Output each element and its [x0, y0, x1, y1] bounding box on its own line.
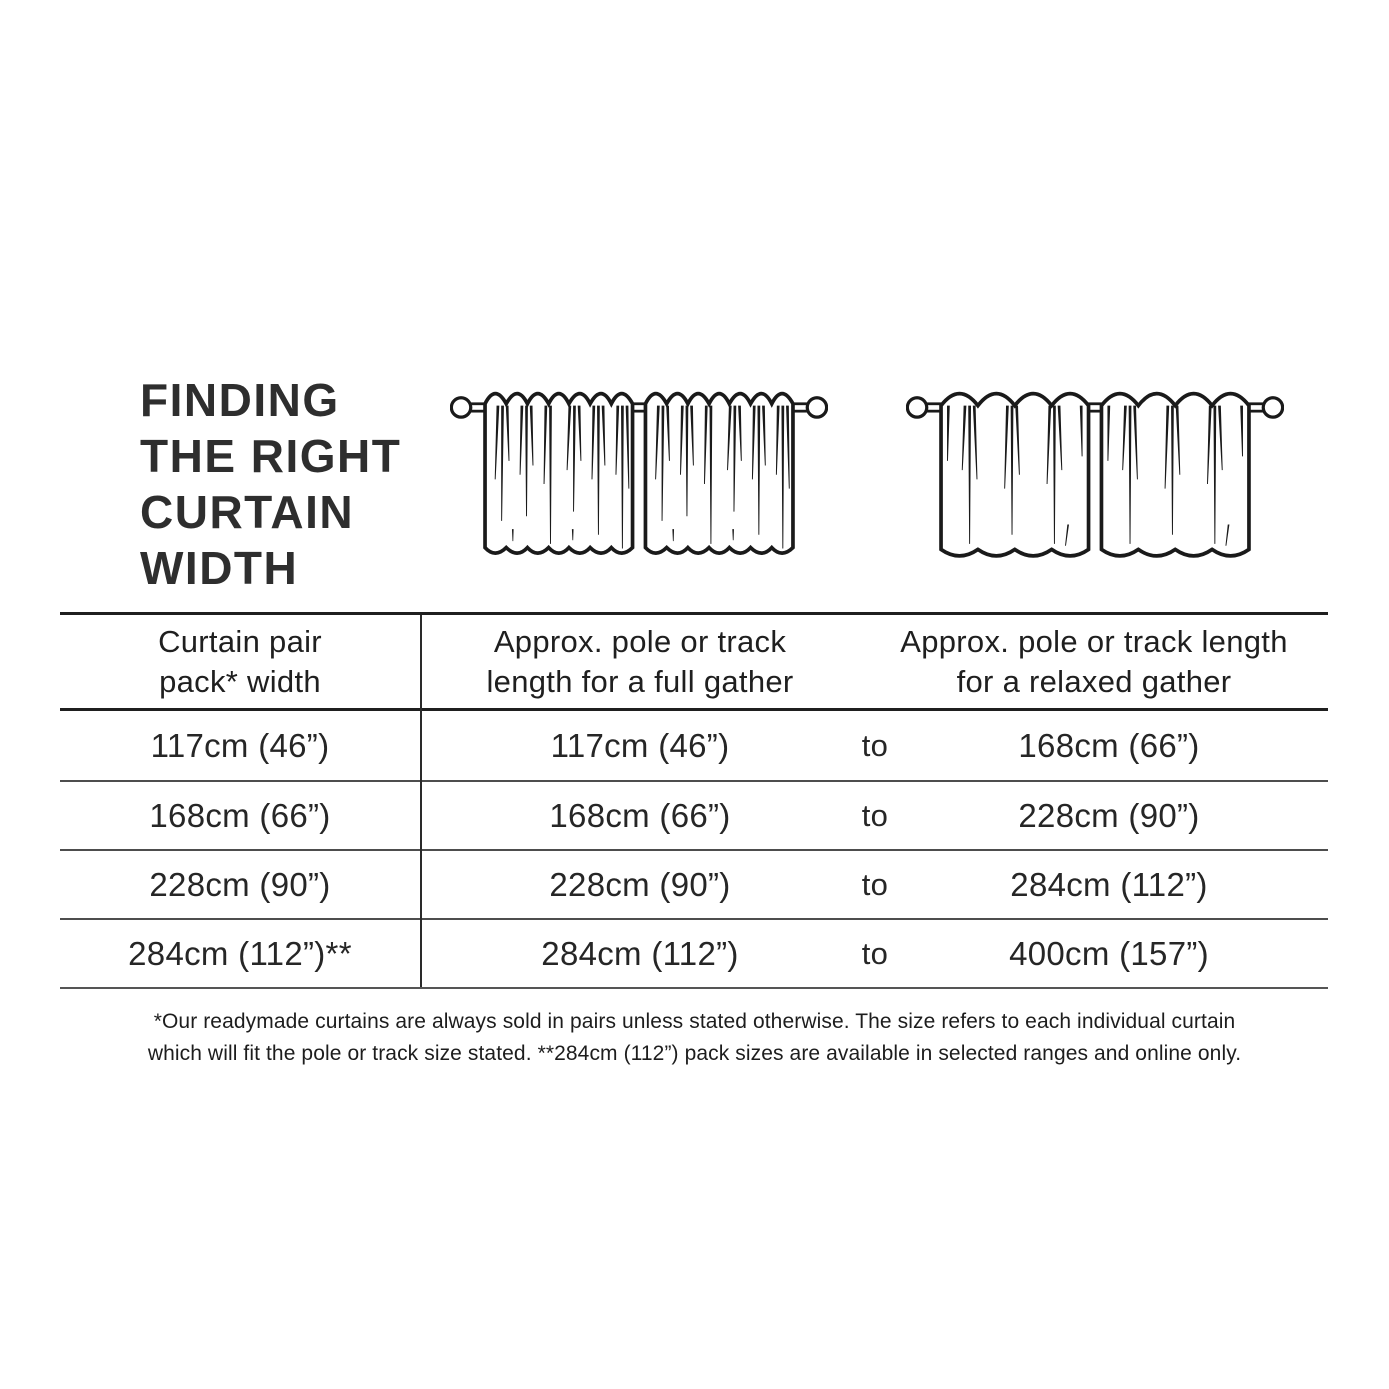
cell-connector: to — [861, 727, 889, 763]
cell-relaxed-gather: 168cm (66”) — [1018, 726, 1200, 764]
header-line: Curtain pair — [158, 623, 322, 659]
cell-connector: to — [861, 866, 889, 902]
page-title — [140, 372, 401, 596]
cell-full-gather: 117cm (46”) — [550, 726, 730, 764]
header-line: Approx. pole or track length — [900, 623, 1288, 659]
page-title-line: CURTAIN — [140, 486, 355, 538]
table-header-row — [60, 615, 1328, 711]
page-title-line: WIDTH — [140, 542, 299, 594]
header-line: for a relaxed gather — [956, 663, 1232, 699]
cell-pack-width: 117cm (46”) — [150, 726, 330, 764]
header-line: pack* width — [159, 663, 321, 699]
cell-pack-width: 284cm (112”)** — [128, 934, 352, 972]
cell-relaxed-gather: 284cm (112”) — [1010, 865, 1208, 903]
footnote — [0, 1006, 1389, 1070]
table-row — [60, 780, 1328, 849]
cell-relaxed-gather: 228cm (90”) — [1018, 796, 1200, 834]
header-line: Approx. pole or track — [493, 623, 787, 659]
table-row — [60, 918, 1328, 987]
header-relaxed-gather-length — [860, 615, 1328, 708]
curtain-pair-full-gather-icon — [450, 374, 828, 570]
page-title-line: THE RIGHT — [140, 430, 402, 482]
header-full-gather-length — [420, 615, 860, 708]
cell-full-gather: 168cm (66”) — [549, 796, 731, 834]
cell-full-gather: 228cm (90”) — [549, 865, 731, 903]
curtain-pair-relaxed-gather-icon — [906, 374, 1284, 570]
cell-full-gather: 284cm (112”) — [541, 934, 739, 972]
table-row — [60, 711, 1328, 780]
table-column-divider — [420, 615, 422, 987]
footnote-line: *Our readymade curtains are always sold in pairs unless stated otherwise. The size refers to each individual curtain — [153, 1010, 1236, 1033]
header-line: length for a full gather — [486, 663, 794, 699]
cell-relaxed-gather: 400cm (157”) — [1009, 934, 1209, 972]
cell-pack-width: 228cm (90”) — [149, 865, 331, 903]
cell-pack-width: 168cm (66”) — [149, 796, 331, 834]
cell-connector: to — [861, 797, 889, 833]
table-row — [60, 849, 1328, 918]
curtain-size-table — [60, 612, 1328, 989]
page-title-line: FINDING — [140, 374, 340, 426]
footnote-line: which will fit the pole or track size stated. **284cm (112”) pack sizes are available in selected ranges and online only. — [147, 1042, 1242, 1065]
header-curtain-pair-pack-width — [60, 615, 420, 708]
cell-connector: to — [861, 935, 889, 971]
